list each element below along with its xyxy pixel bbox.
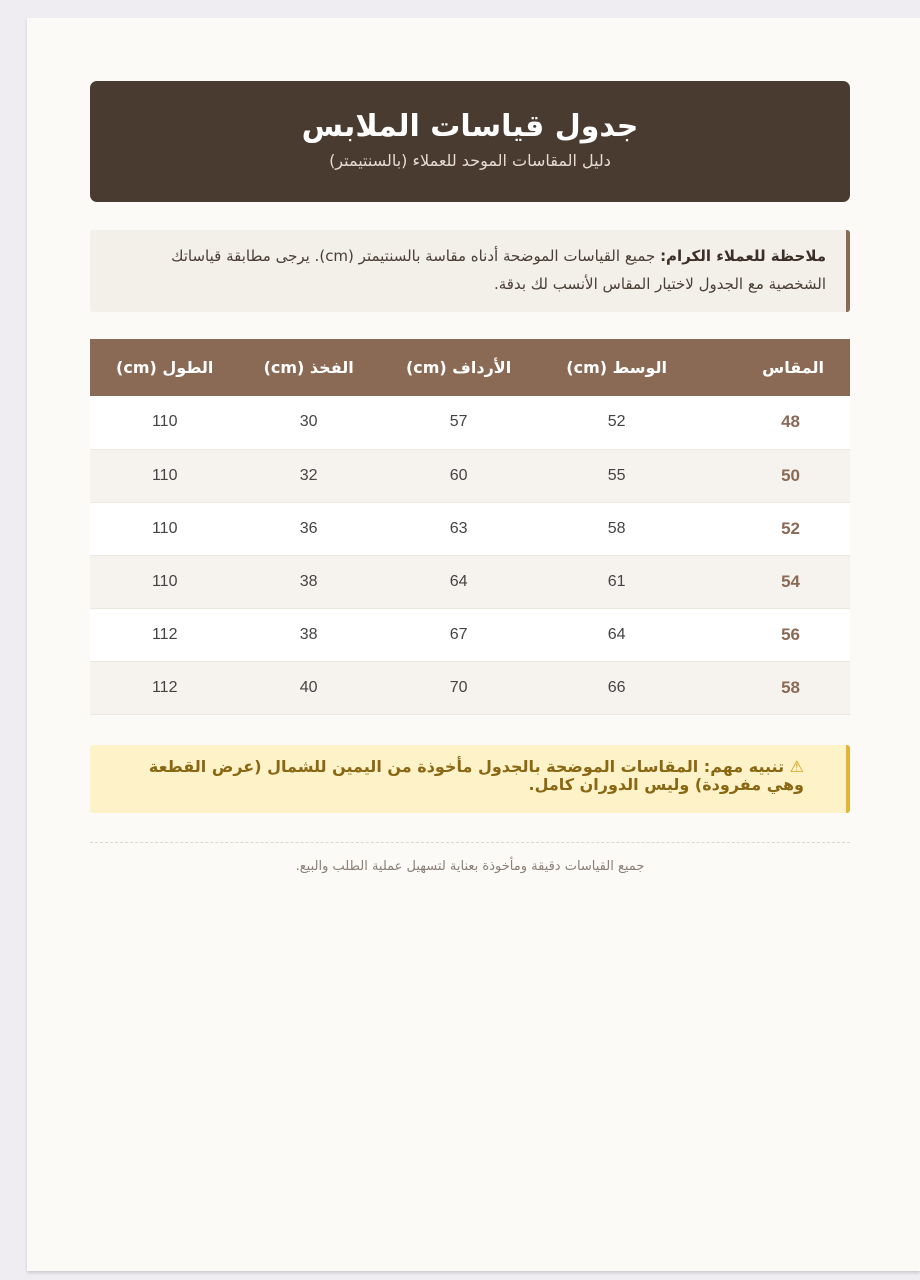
table-row bbox=[90, 555, 850, 608]
warning-text: تنبيه مهم: المقاسات الموضحة بالجدول مأخوذة من اليمين للشمال (عرض القطعة وهي مفرودة) وليس الدوران كامل. bbox=[148, 756, 804, 794]
cell-waist: 61 bbox=[607, 572, 626, 590]
cell-size: 52 bbox=[781, 518, 800, 538]
cell-size: 58 bbox=[781, 677, 800, 697]
footer-text: جميع القياسات دقيقة ومأخوذة بعناية لتسهيل عملية الطلب والبيع. bbox=[295, 858, 645, 874]
page-header bbox=[90, 81, 850, 202]
divider bbox=[90, 842, 850, 843]
note-label: ملاحظة للعملاء الكرام: bbox=[660, 247, 826, 265]
header-size: المقاس bbox=[762, 358, 824, 377]
cell-size: 56 bbox=[781, 624, 800, 644]
page-title: جدول قياسات الملابس bbox=[301, 109, 639, 144]
cell-length: 112 bbox=[151, 625, 178, 643]
table-row bbox=[90, 396, 850, 449]
cell-waist: 64 bbox=[607, 625, 626, 643]
important-warning bbox=[90, 745, 850, 813]
note-text: جميع القياسات الموضحة أدناه مقاسة بالسنتيمتر (cm). يرجى مطابقة قياساتك الشخصية مع الجدول لاختيار المقاس الأنسب لك بدقة. bbox=[171, 247, 826, 293]
warning-icon: ⚠︎ bbox=[789, 756, 804, 776]
cell-length: 110 bbox=[151, 519, 178, 537]
cell-length: 110 bbox=[151, 413, 178, 431]
header-thigh: الفخذ (cm) bbox=[263, 358, 354, 377]
cell-size: 50 bbox=[781, 465, 800, 485]
cell-hips: 67 bbox=[449, 625, 468, 643]
table-row bbox=[90, 608, 850, 661]
table-row bbox=[90, 661, 850, 714]
table-row bbox=[90, 502, 850, 555]
cell-hips: 64 bbox=[449, 572, 468, 590]
page-subtitle: دليل المقاسات الموحد للعملاء (بالسنتيمتر) bbox=[329, 151, 611, 170]
cell-hips: 70 bbox=[449, 678, 468, 696]
cell-length: 110 bbox=[151, 572, 178, 590]
cell-hips: 63 bbox=[449, 519, 468, 537]
cell-thigh: 40 bbox=[299, 678, 318, 696]
size-table bbox=[90, 339, 850, 715]
cell-hips: 57 bbox=[449, 413, 468, 431]
cell-length: 110 bbox=[151, 466, 178, 484]
cell-thigh: 32 bbox=[299, 466, 318, 484]
table-header-row bbox=[90, 339, 850, 396]
cell-waist: 66 bbox=[607, 678, 626, 696]
cell-hips: 60 bbox=[449, 466, 468, 484]
cell-waist: 58 bbox=[607, 519, 626, 537]
cell-thigh: 38 bbox=[299, 625, 318, 643]
header-hips: الأرداف (cm) bbox=[405, 358, 512, 377]
table-row bbox=[90, 449, 850, 502]
header-waist: الوسط (cm) bbox=[566, 358, 668, 377]
cell-thigh: 38 bbox=[299, 572, 318, 590]
cell-size: 54 bbox=[781, 571, 800, 591]
cell-thigh: 36 bbox=[299, 519, 318, 537]
cell-size: 48 bbox=[781, 412, 800, 432]
cell-thigh: 30 bbox=[299, 413, 318, 431]
customer-note bbox=[90, 230, 850, 312]
cell-waist: 55 bbox=[607, 466, 626, 484]
header-length: الطول (cm) bbox=[116, 358, 214, 377]
document-page bbox=[27, 18, 920, 1271]
content bbox=[90, 81, 850, 876]
cell-length: 112 bbox=[151, 678, 178, 696]
cell-waist: 52 bbox=[607, 413, 626, 431]
